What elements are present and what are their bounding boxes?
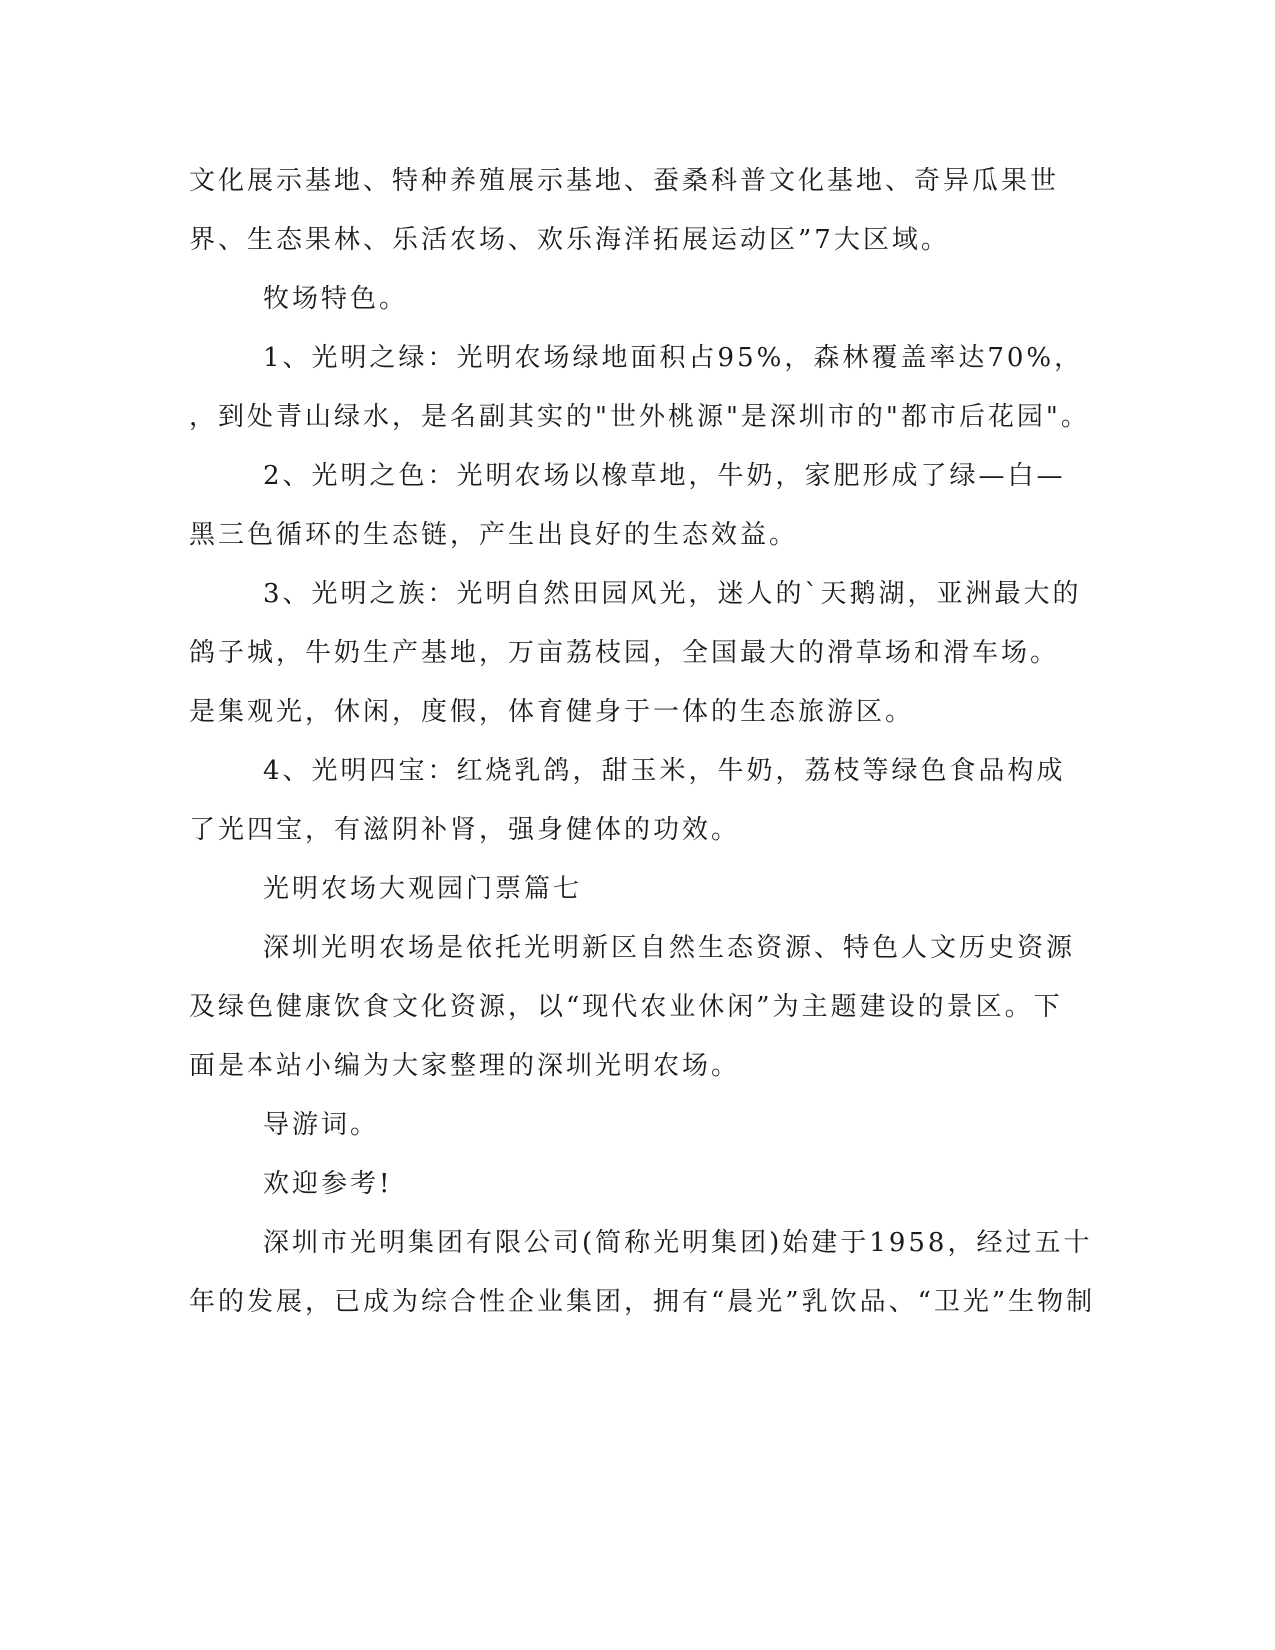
text-line: 界、生态果林、乐活农场、欢乐海洋拓展运动区”7大区域。 bbox=[189, 225, 950, 255]
text-line: 4、光明四宝：红烧乳鸽，甜玉米，牛奶，荔枝等绿色食品构成 bbox=[263, 756, 1066, 786]
text-line: ，到处青山绿水，是名副其实的"世外桃源"是深圳市的"都市后花园"。 bbox=[189, 402, 1090, 432]
text-line: 面是本站小编为大家整理的深圳光明农场。 bbox=[189, 1051, 741, 1081]
text-line: 3、光明之族：光明自然田园风光，迷人的`天鹅湖，亚洲最大的 bbox=[263, 579, 1082, 609]
text-line: 欢迎参考! bbox=[263, 1169, 393, 1199]
text-line: 1、光明之绿：光明农场绿地面积占95%，森林覆盖率达70%， bbox=[263, 343, 1084, 373]
text-line: 及绿色健康饮食文化资源，以“现代农业休闲”为主题建设的景区。下 bbox=[189, 992, 1063, 1022]
text-line: 文化展示基地、特种养殖展示基地、蚕桑科普文化基地、奇异瓜果世 bbox=[189, 166, 1060, 196]
text-line: 鸽子城，牛奶生产基地，万亩荔枝园，全国最大的滑草场和滑车场。 bbox=[189, 638, 1060, 668]
text-line: 了光四宝，有滋阴补肾，强身健体的功效。 bbox=[189, 815, 741, 845]
text-line: 是集观光，休闲，度假，体育健身于一体的生态旅游区。 bbox=[189, 697, 915, 727]
text-line: 黑三色循环的生态链，产生出良好的生态效益。 bbox=[189, 520, 799, 550]
text-line: 导游词。 bbox=[263, 1110, 380, 1140]
text-line: 2、光明之色：光明农场以橡草地，牛奶，家肥形成了绿—白— bbox=[263, 461, 1066, 491]
text-line: 年的发展，已成为综合性企业集团，拥有“晨光”乳饮品、“卫光”生物制 bbox=[189, 1287, 1096, 1317]
section-heading: 光明农场大观园门票篇七 bbox=[263, 874, 583, 904]
section-heading: 牧场特色。 bbox=[263, 284, 409, 314]
text-line: 深圳市光明集团有限公司(简称光明集团)始建于1958，经过五十 bbox=[263, 1228, 1093, 1258]
text-line: 深圳光明农场是依托光明新区自然生态资源、特色人文历史资源 bbox=[263, 933, 1076, 963]
